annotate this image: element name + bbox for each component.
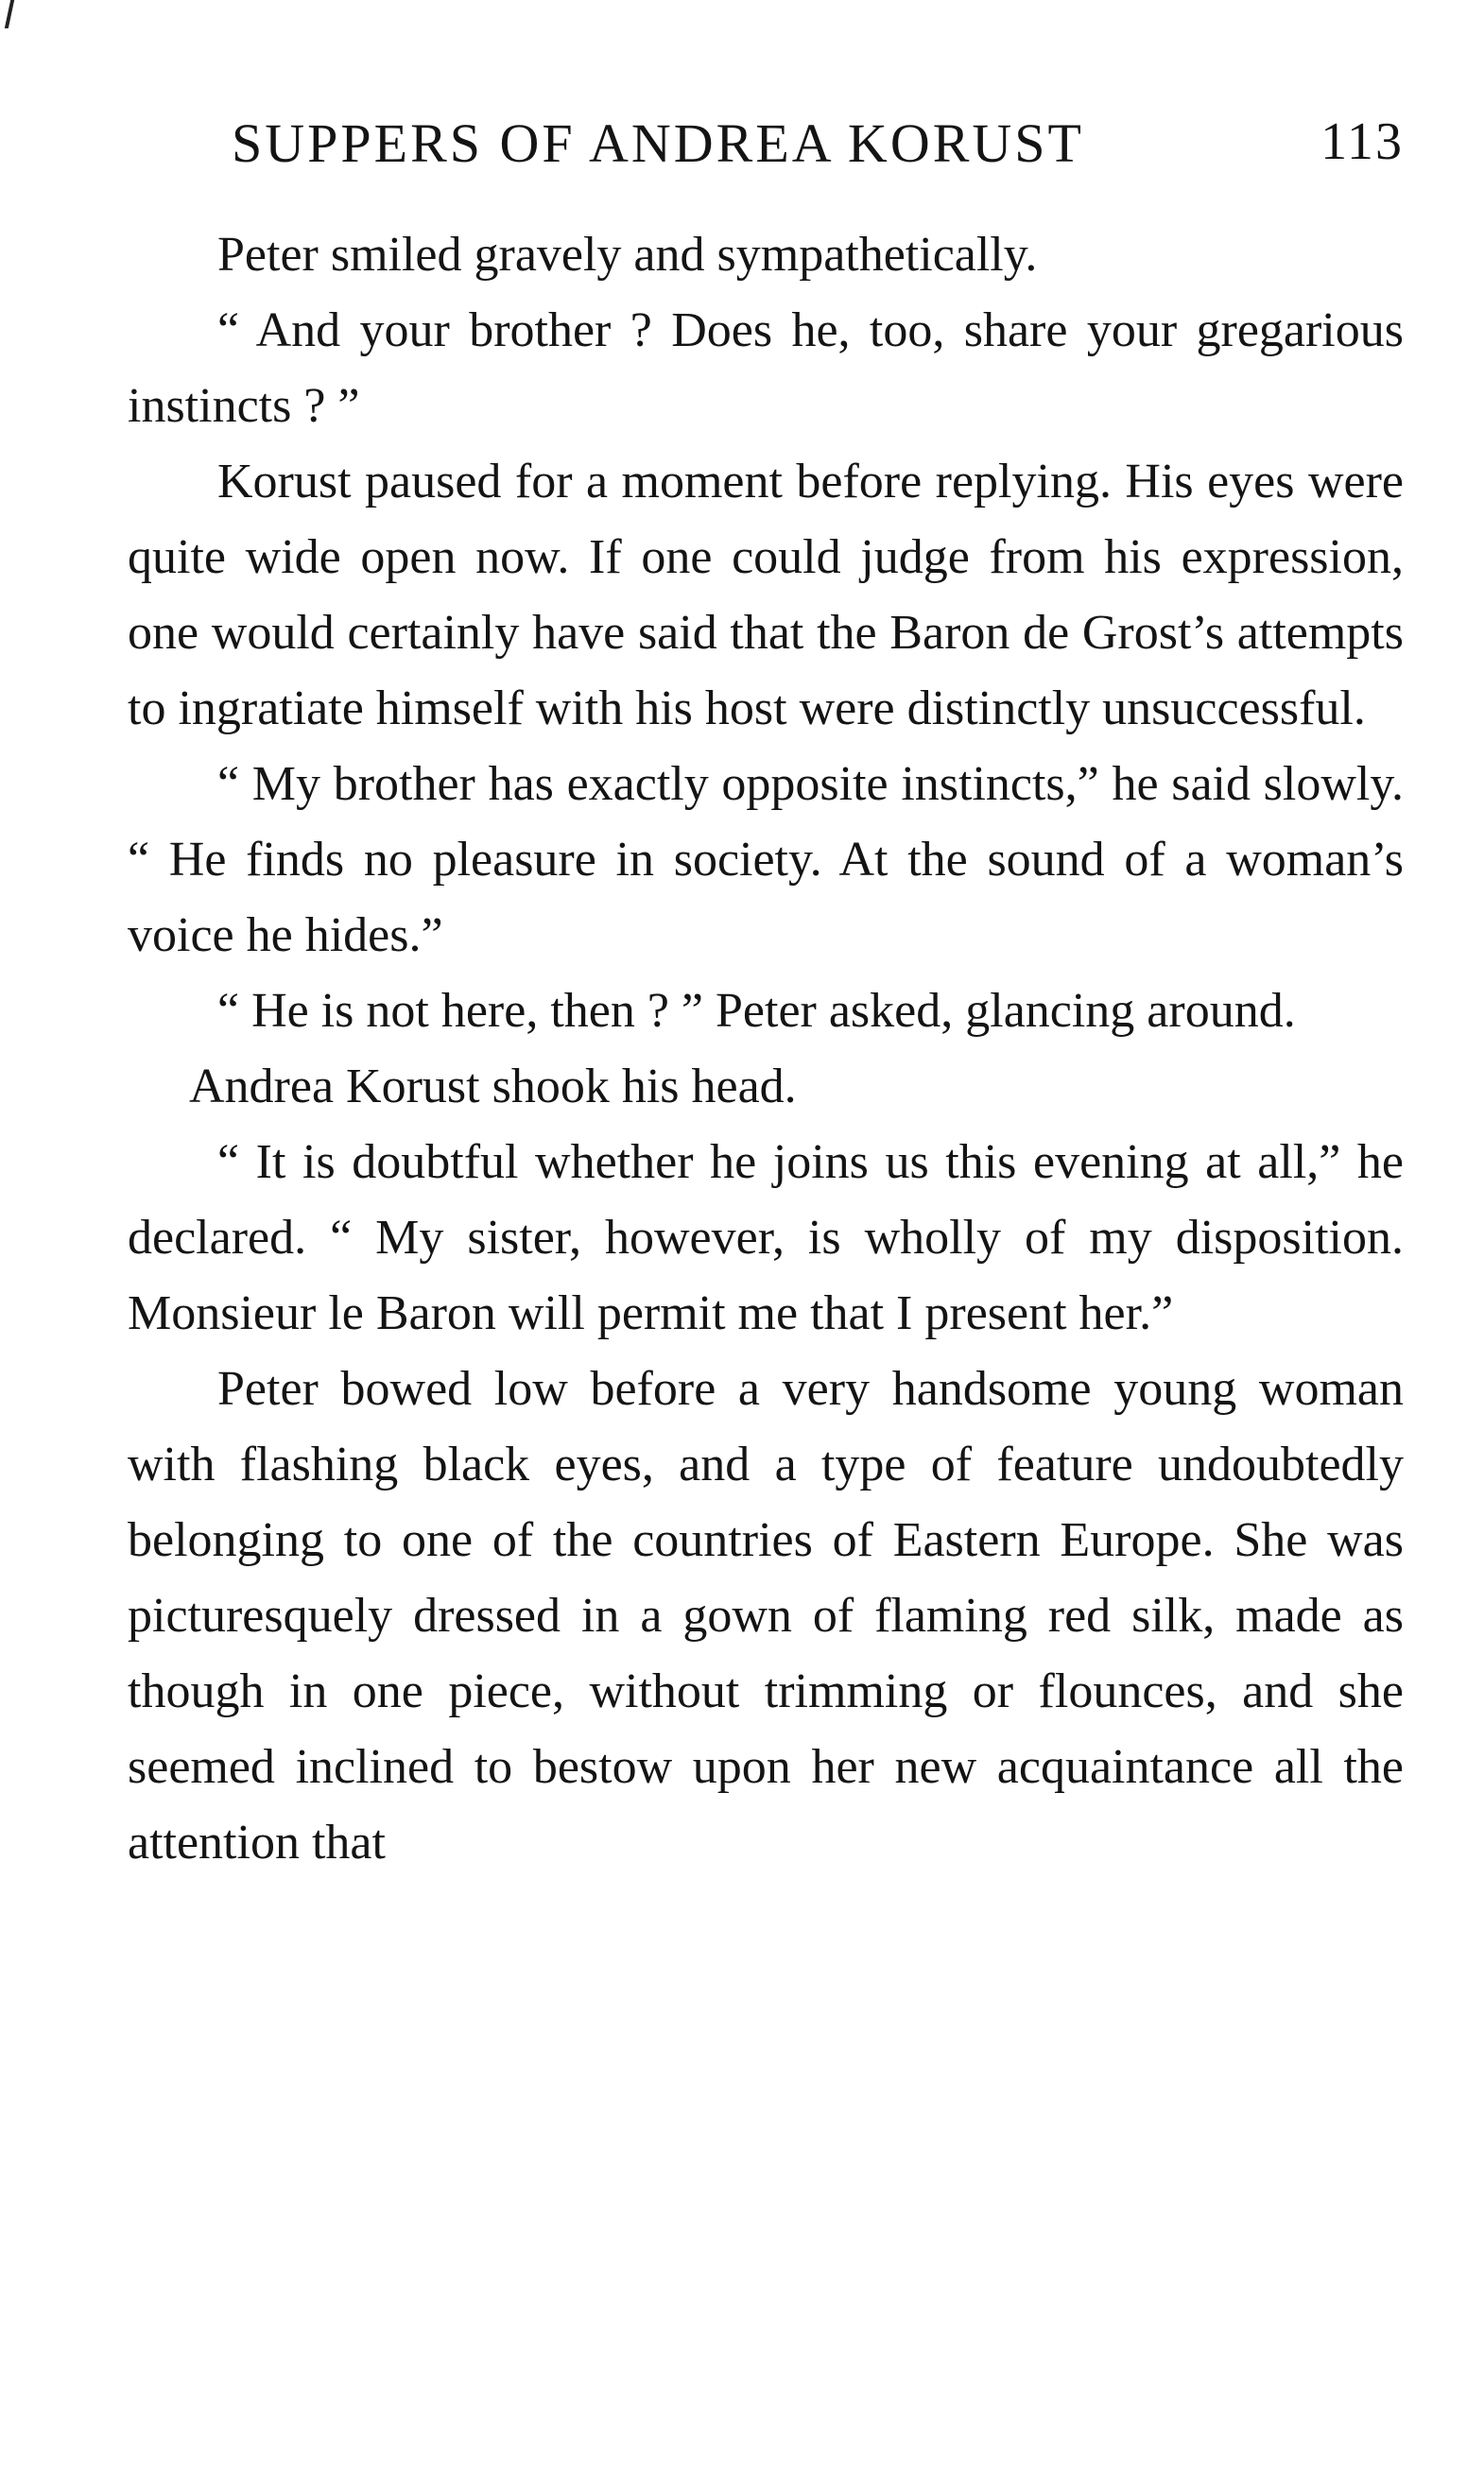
paragraph: Peter smiled gravely and sympathetically.: [217, 228, 1038, 282]
paragraph: “ And your brother ? Does he, too, share your gregarious instincts ? ”: [128, 303, 1404, 433]
paragraph: Peter bowed low before a very handsome young woman with flashing black eyes, and a type of feature undoubtedly belonging to one of the countries of Eastern Europe. She was picturesquely dressed in a gown of flaming red silk, made as though in one piece, without trimming or flounces, and she seemed inclined to bestow upon her new acquaintance all the attention that: [128, 1362, 1404, 1870]
page-number: 113: [1320, 112, 1404, 171]
body-text: [128, 217, 1404, 1881]
margin-mark: [5, 0, 14, 28]
paragraph: “ My brother has exactly opposite instincts,” he said slowly. “ He finds no pleasure in society. At the sound of a woman’s voice he hides.”: [128, 757, 1404, 962]
paragraph: Korust paused for a moment before replying. His eyes were quite wide open now. If one could judge from his expression, one would certainly have said that the Baron de Grost’s attempts to ingratiate himself with his host were distinctly unsuccessful.: [128, 455, 1404, 735]
paragraph: “ He is not here, then ? ” Peter asked, glancing around.: [217, 984, 1296, 1038]
paragraph: Andrea Korust shook his head.: [189, 1060, 797, 1113]
paragraph: “ It is doubtful whether he joins us this evening at all,” he declared. “ My sister, however, is wholly of my disposition. Monsieur le Baron will permit me that I present her.”: [128, 1135, 1404, 1340]
running-title: SUPPERS OF ANDREA KORUST: [232, 112, 1084, 174]
page-header: [232, 112, 1404, 197]
